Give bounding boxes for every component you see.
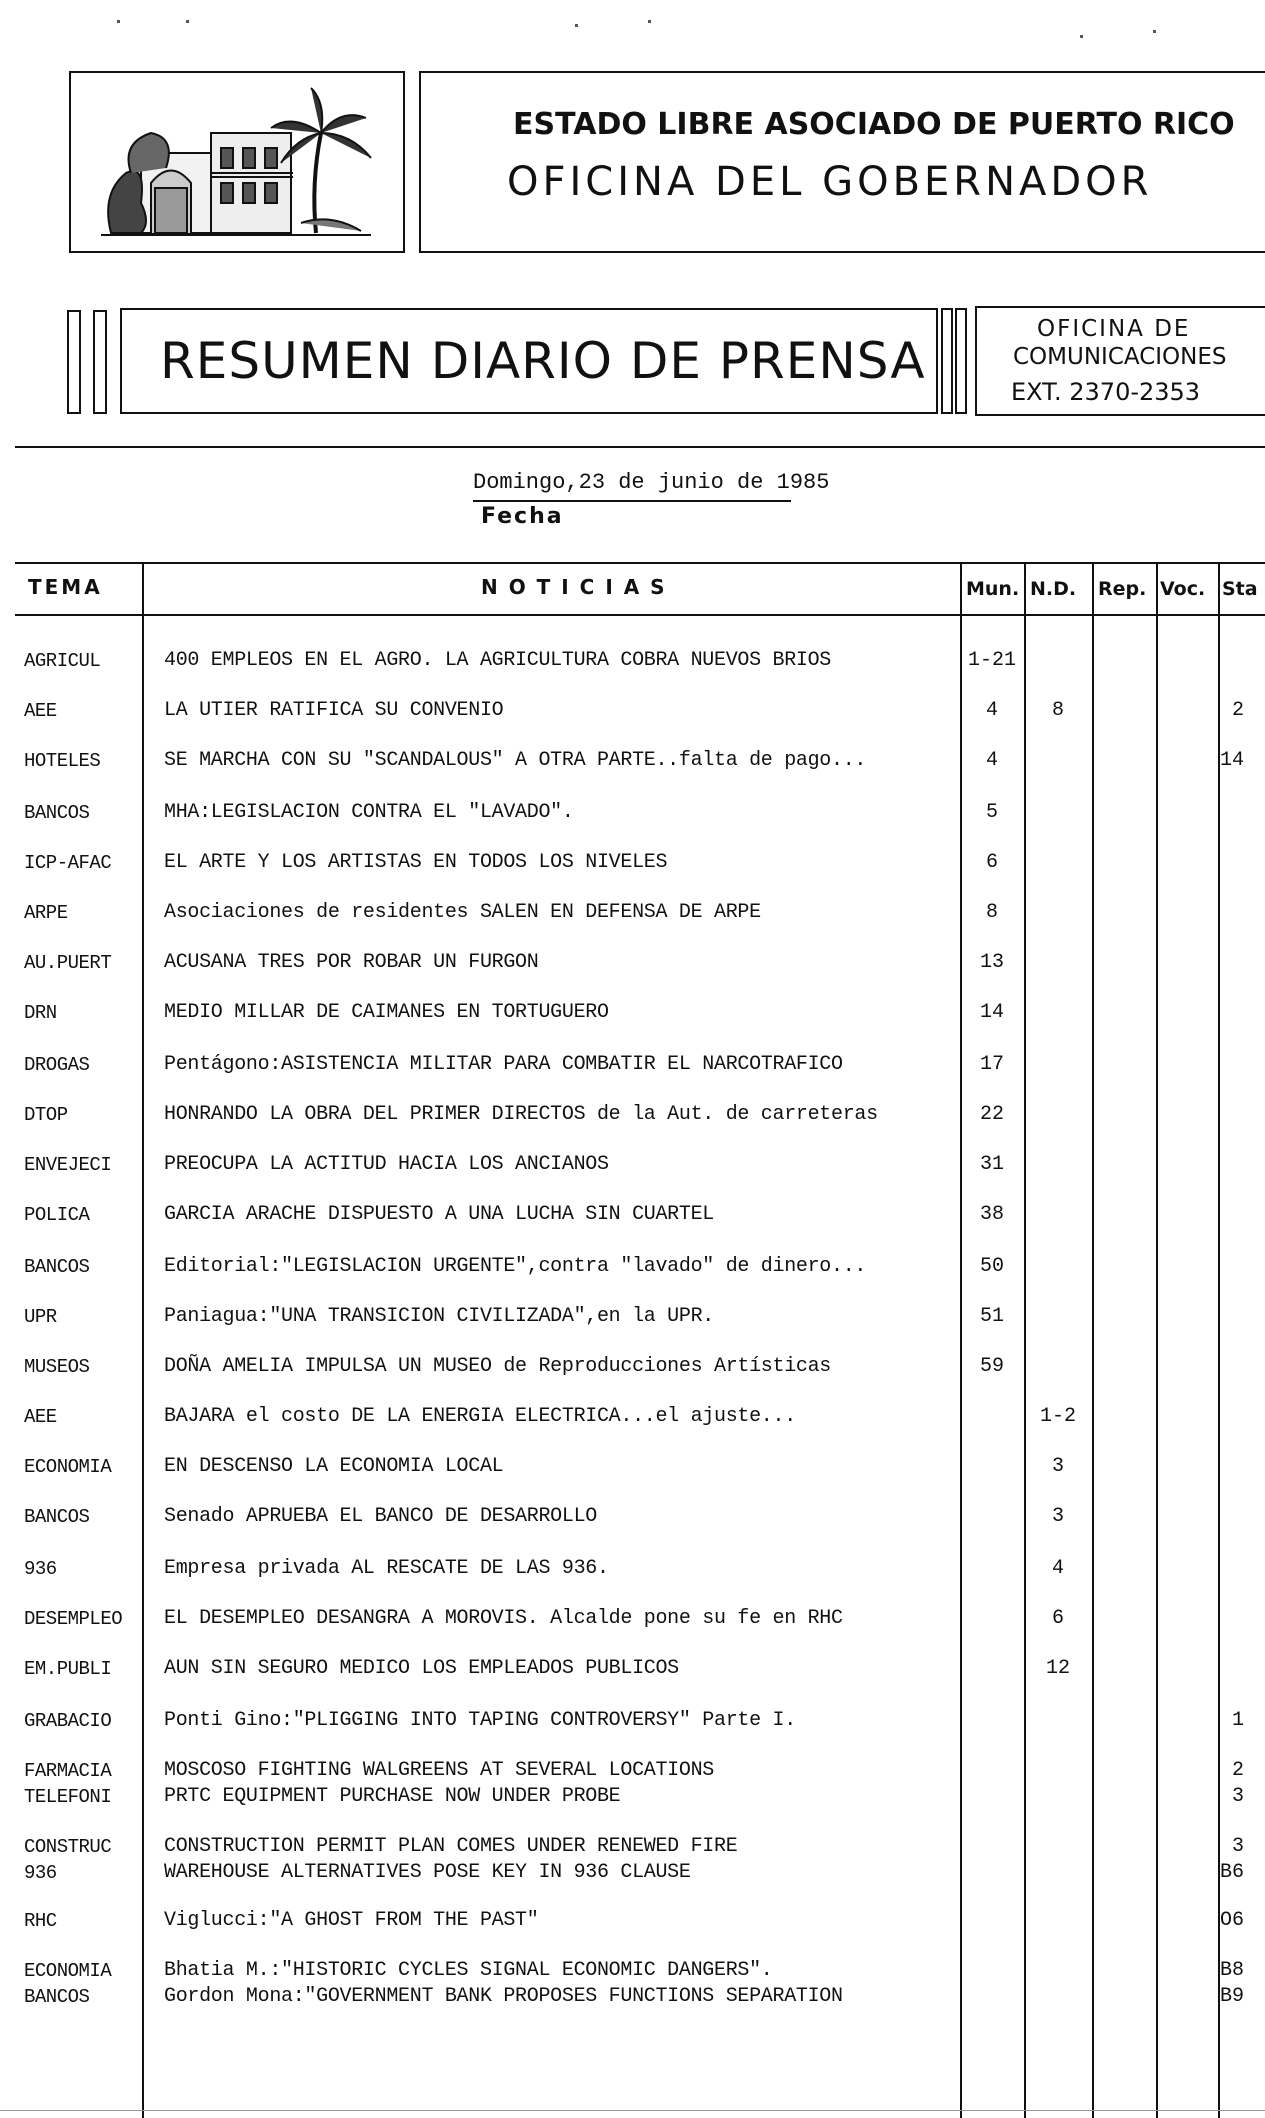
- row-tema: GRABACIO: [24, 1710, 112, 1732]
- column-header-rep: Rep.: [1098, 578, 1147, 600]
- row-star: B9: [1219, 1985, 1244, 2008]
- col-divider-tema: [142, 562, 144, 2118]
- row-tema: 936: [24, 1862, 57, 1884]
- row-nd: 1-2: [1039, 1405, 1076, 1428]
- row-mun: 59: [979, 1355, 1004, 1378]
- row-noticia: MOSCOSO FIGHTING WALGREENS AT SEVERAL LOCATIONS: [164, 1759, 714, 1782]
- banner-left-bars: [67, 310, 115, 414]
- column-header-noticias: N O T I C I A S: [481, 575, 667, 599]
- col-divider-voc: [1156, 562, 1158, 2118]
- row-tema: HOTELES: [24, 750, 101, 772]
- row-mun: 1-21: [967, 649, 1016, 672]
- row-noticia: DOÑA AMELIA IMPULSA UN MUSEO de Reproducciones Artísticas: [164, 1355, 832, 1378]
- row-noticia: Empresa privada AL RESCATE DE LAS 936.: [164, 1557, 609, 1580]
- row-tema: ICP-AFAC: [24, 852, 112, 874]
- date-label: Fecha: [481, 504, 564, 529]
- row-mun: 31: [979, 1153, 1004, 1176]
- row-mun: 51: [979, 1305, 1004, 1328]
- row-tema: DTOP: [24, 1104, 68, 1126]
- col-divider-rep: [1092, 562, 1094, 2118]
- row-noticia: PREOCUPA LA ACTITUD HACIA LOS ANCIANOS: [164, 1153, 609, 1176]
- row-tema: DRN: [24, 1002, 57, 1024]
- row-noticia: EL ARTE Y LOS ARTISTAS EN TODOS LOS NIVELES: [164, 851, 668, 874]
- row-tema: EM.PUBLI: [24, 1658, 112, 1680]
- row-noticia: BAJARA el costo DE LA ENERGIA ELECTRICA...el ajuste...: [164, 1405, 796, 1428]
- scan-speck: [117, 20, 120, 23]
- row-noticia: ACUSANA TRES POR ROBAR UN FURGON: [164, 951, 539, 974]
- agency-line: ESTADO LIBRE ASOCIADO DE PUERTO RICO: [513, 107, 1235, 142]
- row-tema: BANCOS: [24, 1506, 90, 1528]
- date-value: Domingo,23 de junio de 1985: [473, 470, 830, 495]
- row-noticia: MHA:LEGISLACION CONTRA EL "LAVADO".: [164, 801, 574, 824]
- row-mun: 5: [985, 801, 998, 824]
- row-tema: UPR: [24, 1306, 57, 1328]
- row-noticia: Asociaciones de residentes SALEN EN DEFENSA DE ARPE: [164, 901, 761, 924]
- row-tema: ECONOMIA: [24, 1960, 112, 1982]
- row-noticia: Bhatia M.:"HISTORIC CYCLES SIGNAL ECONOMIC DANGERS".: [164, 1959, 773, 1982]
- table-header-border: [15, 614, 1265, 616]
- row-nd: 4: [1051, 1557, 1064, 1580]
- scan-speck: [186, 20, 189, 23]
- row-noticia: Gordon Mona:"GOVERNMENT BANK PROPOSES FUNCTIONS SEPARATION: [164, 1985, 843, 2008]
- banner-title: RESUMEN DIARIO DE PRENSA: [160, 332, 926, 390]
- column-header-star: Sta: [1222, 578, 1258, 600]
- row-mun: 6: [985, 851, 998, 874]
- row-tema: ARPE: [24, 902, 68, 924]
- office-line2: COMUNICACIONES: [1013, 344, 1227, 370]
- row-tema: RHC: [24, 1910, 57, 1932]
- date-underline: [473, 500, 791, 502]
- row-tema: DESEMPLEO: [24, 1608, 123, 1630]
- row-tema: BANCOS: [24, 1986, 90, 2008]
- row-tema: 936: [24, 1558, 57, 1580]
- row-tema: CONSTRUC: [24, 1836, 112, 1858]
- col-divider-mun: [960, 562, 962, 2118]
- row-noticia: Ponti Gino:"PLIGGING INTO TAPING CONTROVERSY" Parte I.: [164, 1709, 796, 1732]
- row-mun: 4: [985, 699, 998, 722]
- row-noticia: Pentágono:ASISTENCIA MILITAR PARA COMBATIR EL NARCOTRAFICO: [164, 1053, 843, 1076]
- row-noticia: CONSTRUCTION PERMIT PLAN COMES UNDER RENEWED FIRE: [164, 1835, 738, 1858]
- row-tema: DROGAS: [24, 1054, 90, 1076]
- col-divider-nd: [1024, 562, 1026, 2118]
- row-tema: AEE: [24, 1406, 57, 1428]
- logo-box: [69, 71, 405, 253]
- office-extension: EXT. 2370-2353: [1011, 378, 1201, 406]
- row-mun: 38: [979, 1203, 1004, 1226]
- row-star: 3: [1231, 1785, 1244, 1808]
- row-noticia: EL DESEMPLEO DESANGRA A MOROVIS. Alcalde pone su fe en RHC: [164, 1607, 843, 1630]
- row-star: B8: [1219, 1959, 1244, 1982]
- row-tema: ENVEJECI: [24, 1154, 112, 1176]
- row-tema: BANCOS: [24, 802, 90, 824]
- column-header-tema: TEMA: [28, 575, 103, 599]
- row-mun: 22: [979, 1103, 1004, 1126]
- row-star: B6: [1219, 1861, 1244, 1884]
- row-tema: FARMACIA: [24, 1760, 112, 1782]
- row-nd: 8: [1051, 699, 1064, 722]
- office-title: OFICINA DEL GOBERNADOR: [507, 159, 1153, 205]
- row-tema: POLICA: [24, 1204, 90, 1226]
- row-noticia: EN DESCENSO LA ECONOMIA LOCAL: [164, 1455, 504, 1478]
- row-noticia: Editorial:"LEGISLACION URGENTE",contra "lavado" de dinero...: [164, 1255, 867, 1278]
- row-nd: 12: [1045, 1657, 1070, 1680]
- row-mun: 50: [979, 1255, 1004, 1278]
- row-noticia: WAREHOUSE ALTERNATIVES POSE KEY IN 936 CLAUSE: [164, 1861, 691, 1884]
- scan-speck: [648, 20, 651, 23]
- row-noticia: Senado APRUEBA EL BANCO DE DESARROLLO: [164, 1505, 597, 1528]
- row-nd: 3: [1051, 1505, 1064, 1528]
- row-tema: AGRICUL: [24, 650, 101, 672]
- scan-speck: [1080, 35, 1083, 38]
- row-mun: 13: [979, 951, 1004, 974]
- column-header-voc: Voc.: [1160, 578, 1206, 600]
- row-noticia: MEDIO MILLAR DE CAIMANES EN TORTUGUERO: [164, 1001, 609, 1024]
- row-mun: 14: [979, 1001, 1004, 1024]
- row-star: 2: [1231, 699, 1244, 722]
- row-nd: 6: [1051, 1607, 1064, 1630]
- row-noticia: SE MARCHA CON SU "SCANDALOUS" A OTRA PARTE..falta de pago...: [164, 749, 867, 772]
- row-tema: TELEFONI: [24, 1786, 112, 1808]
- row-mun: 8: [985, 901, 998, 924]
- row-noticia: Paniagua:"UNA TRANSICION CIVILIZADA",en la UPR.: [164, 1305, 714, 1328]
- row-noticia: PRTC EQUIPMENT PURCHASE NOW UNDER PROBE: [164, 1785, 621, 1808]
- row-noticia: LA UTIER RATIFICA SU CONVENIO: [164, 699, 504, 722]
- page-bottom-edge: [0, 2110, 1265, 2111]
- row-tema: BANCOS: [24, 1256, 90, 1278]
- fortaleza-building-logo: [71, 73, 403, 251]
- row-star: 1: [1231, 1709, 1244, 1732]
- title-box: [419, 71, 1265, 253]
- banner-right-bars: [941, 308, 971, 416]
- row-star: 2: [1231, 1759, 1244, 1782]
- row-tema: MUSEOS: [24, 1356, 90, 1378]
- office-box: [975, 306, 1265, 416]
- scan-speck: [1153, 30, 1156, 33]
- row-star: 3: [1231, 1835, 1244, 1858]
- column-header-mun: Mun.: [966, 578, 1020, 600]
- banner-box: [120, 308, 938, 414]
- row-noticia: GARCIA ARACHE DISPUESTO A UNA LUCHA SIN CUARTEL: [164, 1203, 714, 1226]
- row-mun: 17: [979, 1053, 1004, 1076]
- row-noticia: HONRANDO LA OBRA DEL PRIMER DIRECTOS de la Aut. de carreteras: [164, 1103, 878, 1126]
- header-separator: [15, 446, 1265, 448]
- column-header-nd: N.D.: [1030, 578, 1077, 600]
- table-top-border: [15, 562, 1265, 564]
- row-star: O6: [1219, 1909, 1244, 1932]
- row-noticia: Viglucci:"A GHOST FROM THE PAST": [164, 1909, 539, 1932]
- scan-speck: [575, 24, 578, 27]
- row-nd: 3: [1051, 1455, 1064, 1478]
- row-tema: AU.PUERT: [24, 952, 112, 974]
- row-mun: 4: [985, 749, 998, 772]
- row-noticia: 400 EMPLEOS EN EL AGRO. LA AGRICULTURA COBRA NUEVOS BRIOS: [164, 649, 832, 672]
- row-noticia: AUN SIN SEGURO MEDICO LOS EMPLEADOS PUBLICOS: [164, 1657, 679, 1680]
- row-tema: ECONOMIA: [24, 1456, 112, 1478]
- row-tema: AEE: [24, 700, 57, 722]
- row-star: 14: [1219, 749, 1244, 772]
- office-line1: OFICINA DE: [1037, 316, 1191, 342]
